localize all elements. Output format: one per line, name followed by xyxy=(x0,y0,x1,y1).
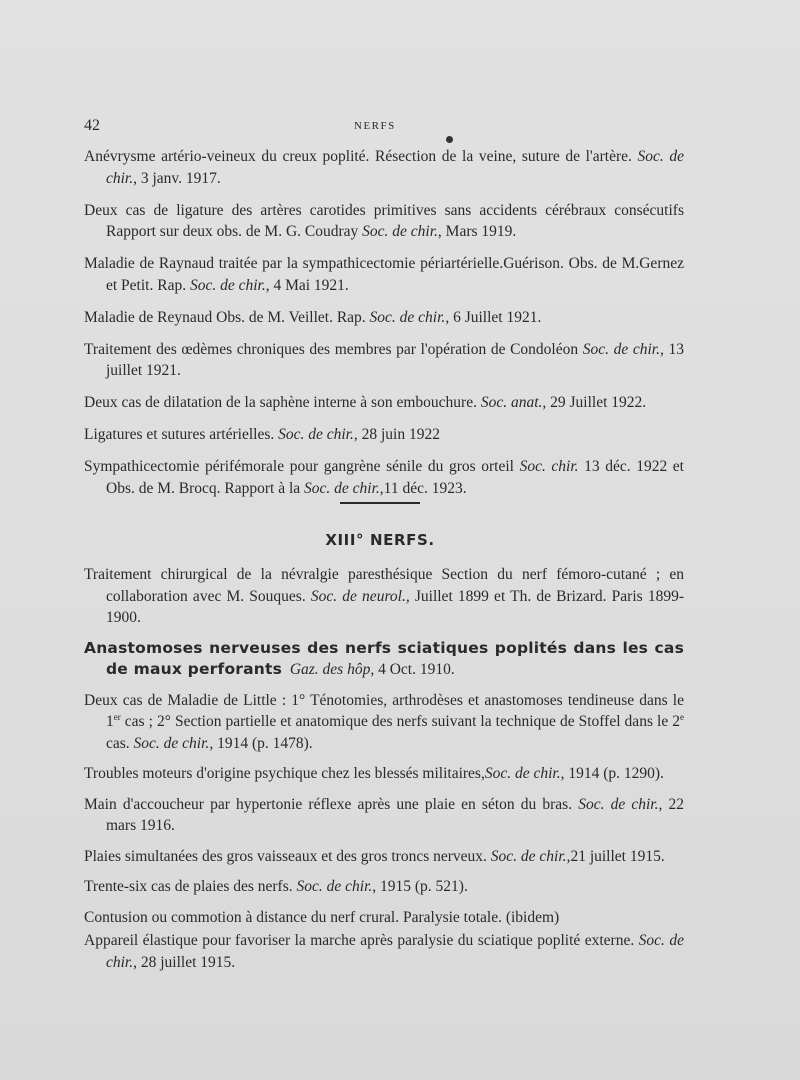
entry-date: ,21 juillet 1915. xyxy=(566,847,665,865)
page-header xyxy=(84,117,680,137)
list-item xyxy=(84,638,684,681)
entry-date: , Mars 1919. xyxy=(437,223,517,240)
entry-text: Traitement des œdèmes chroniques des membres par l'opération de Condoléon xyxy=(84,340,583,358)
journal-name: Soc. de chir. xyxy=(133,734,210,752)
list-item xyxy=(84,876,684,898)
bullet-dot xyxy=(446,136,453,143)
journal-name: Soc. de chir. xyxy=(490,847,567,865)
journal-name: Gaz. des hôp xyxy=(289,661,371,678)
entry-date: , 1914 (p. 1478). xyxy=(209,734,313,752)
section-heading: XIII° NERFS. xyxy=(325,531,435,549)
entry-date: , 4 Oct. 1910. xyxy=(370,661,455,678)
entry-text: Troubles moteurs d'origine psychique chez les blessés militaires, xyxy=(84,765,485,782)
entry-text: Ligatures et sutures artérielles. xyxy=(84,426,279,443)
journal-name: Soc. de chir. xyxy=(106,148,684,187)
entry-text: Deux cas de ligature des artères carotides primitives sans accidents cérébraux consécutifs Rapport sur deux obs. de M. G. Coudray xyxy=(84,201,684,240)
running-head: NERFS xyxy=(354,120,396,132)
list-item xyxy=(84,907,684,929)
list-item xyxy=(84,794,684,837)
superscript: e xyxy=(680,711,684,722)
list-item xyxy=(84,392,684,414)
list-item xyxy=(84,146,684,189)
entry-date: , 6 Juillet 1921. xyxy=(445,308,542,326)
entry-date: , 1915 (p. 521). xyxy=(372,878,468,895)
entry-date: , 22 mars 1916. xyxy=(106,795,685,834)
list-item xyxy=(84,200,684,243)
entry-text: Trente-six cas de plaies des nerfs. xyxy=(84,878,297,895)
list-item xyxy=(84,253,684,296)
entry-date: , Juillet 1899 et Th. de Brizard. Paris 1899-1900. xyxy=(106,587,684,626)
entry-date: , 28 juin 1922 xyxy=(353,426,440,443)
entry-text: cas ; 2° Section partielle et anatomique des nerfs suivant la technique de Stoffel dans le 2 xyxy=(120,713,680,730)
entry-text: Main d'accoucheur par hypertonie réflexe après une plaie en séton du bras. xyxy=(84,795,579,813)
entry-date: , 4 Mai 1921. xyxy=(265,276,349,294)
entry-text: Contusion ou commotion à distance du nerf crural. Paralysie totale. (ibidem) xyxy=(84,908,560,926)
entry-date: ,11 déc. 1923. xyxy=(379,479,467,497)
entry-date: , 28 juillet 1915. xyxy=(133,953,236,971)
journal-name: Soc. de chir. xyxy=(189,276,266,294)
entry-text: Maladie de Raynaud traitée par la sympathicectomie périartérielle.Guérison. Obs. de M.Gernez et Petit. Rap. xyxy=(84,255,684,294)
list-item xyxy=(84,339,684,382)
entry-date: , 29 Juillet 1922. xyxy=(542,394,647,411)
journal-name: Soc. de chir. xyxy=(296,878,373,895)
entry-text: Plaies simultanées des gros vaisseaux et des gros troncs nerveux. xyxy=(84,847,491,865)
entry-text: Maladie de Reynaud Obs. de M. Veillet. Rap. xyxy=(84,308,370,326)
journal-name: Soc. de chir. xyxy=(106,932,684,971)
journal-name: Soc. de chir. xyxy=(578,795,659,813)
entry-bold-title: Anastomoses nerveuses des nerfs sciatiques poplités dans les cas de maux perforants xyxy=(84,638,684,678)
list-item xyxy=(84,690,684,755)
journal-name: Soc. de chir. xyxy=(362,223,438,240)
list-item xyxy=(84,307,684,329)
list-item xyxy=(84,930,684,973)
journal-name: Soc. de neurol. xyxy=(310,587,406,605)
entry-text: Sympathicectomie périfémorale pour gangrène sénile du gros orteil xyxy=(84,458,520,475)
entry-date: , 13 juillet 1921. xyxy=(106,340,685,379)
entry-text: Deux cas de Maladie de Little : 1° Ténotomies, arthrodèses et anastomoses tendineuse dans le 1 xyxy=(84,691,684,730)
entry-text: cas. xyxy=(106,734,134,752)
bibliography-list-vessels xyxy=(84,146,684,510)
superscript: er xyxy=(113,711,121,722)
journal-name: Soc. de chir. xyxy=(484,765,561,782)
entry-date: , 3 janv. 1917. xyxy=(133,169,221,187)
entry-text: Appareil élastique pour favoriser la marche après paralysie du sciatique poplité externe. xyxy=(84,932,639,949)
journal-name: Soc. anat. xyxy=(480,394,543,411)
entry-text: Deux cas de dilatation de la saphène interne à son embouchure. xyxy=(84,394,481,411)
entry-text: Anévrysme artério-veineux du creux poplité. Résection de la veine, suture de l'artère. xyxy=(84,148,638,165)
section-divider xyxy=(340,502,420,504)
list-item xyxy=(84,456,684,499)
journal-name: Soc. de chir. xyxy=(369,308,446,326)
journal-name: Soc. de chir. xyxy=(582,340,660,358)
list-item xyxy=(84,763,684,785)
page-number: 42 xyxy=(84,117,100,134)
journal-name: Soc. de chir. xyxy=(278,426,354,443)
list-item xyxy=(84,564,684,629)
journal-name: Soc. de chir. xyxy=(304,479,380,497)
entry-text: 13 déc. 1922 et Obs. de M. Brocq. Rapport à la xyxy=(106,458,684,497)
journal-name: Soc. chir. xyxy=(519,458,579,475)
list-item xyxy=(84,424,684,446)
entry-date: , 1914 (p. 1290). xyxy=(560,765,664,782)
list-item xyxy=(84,846,684,868)
bibliography-list-nerves xyxy=(84,564,684,982)
entry-text: Traitement chirurgical de la névralgie paresthésique Section du nerf fémoro-cutané ; en collaboration avec M. Souques. xyxy=(84,566,684,605)
